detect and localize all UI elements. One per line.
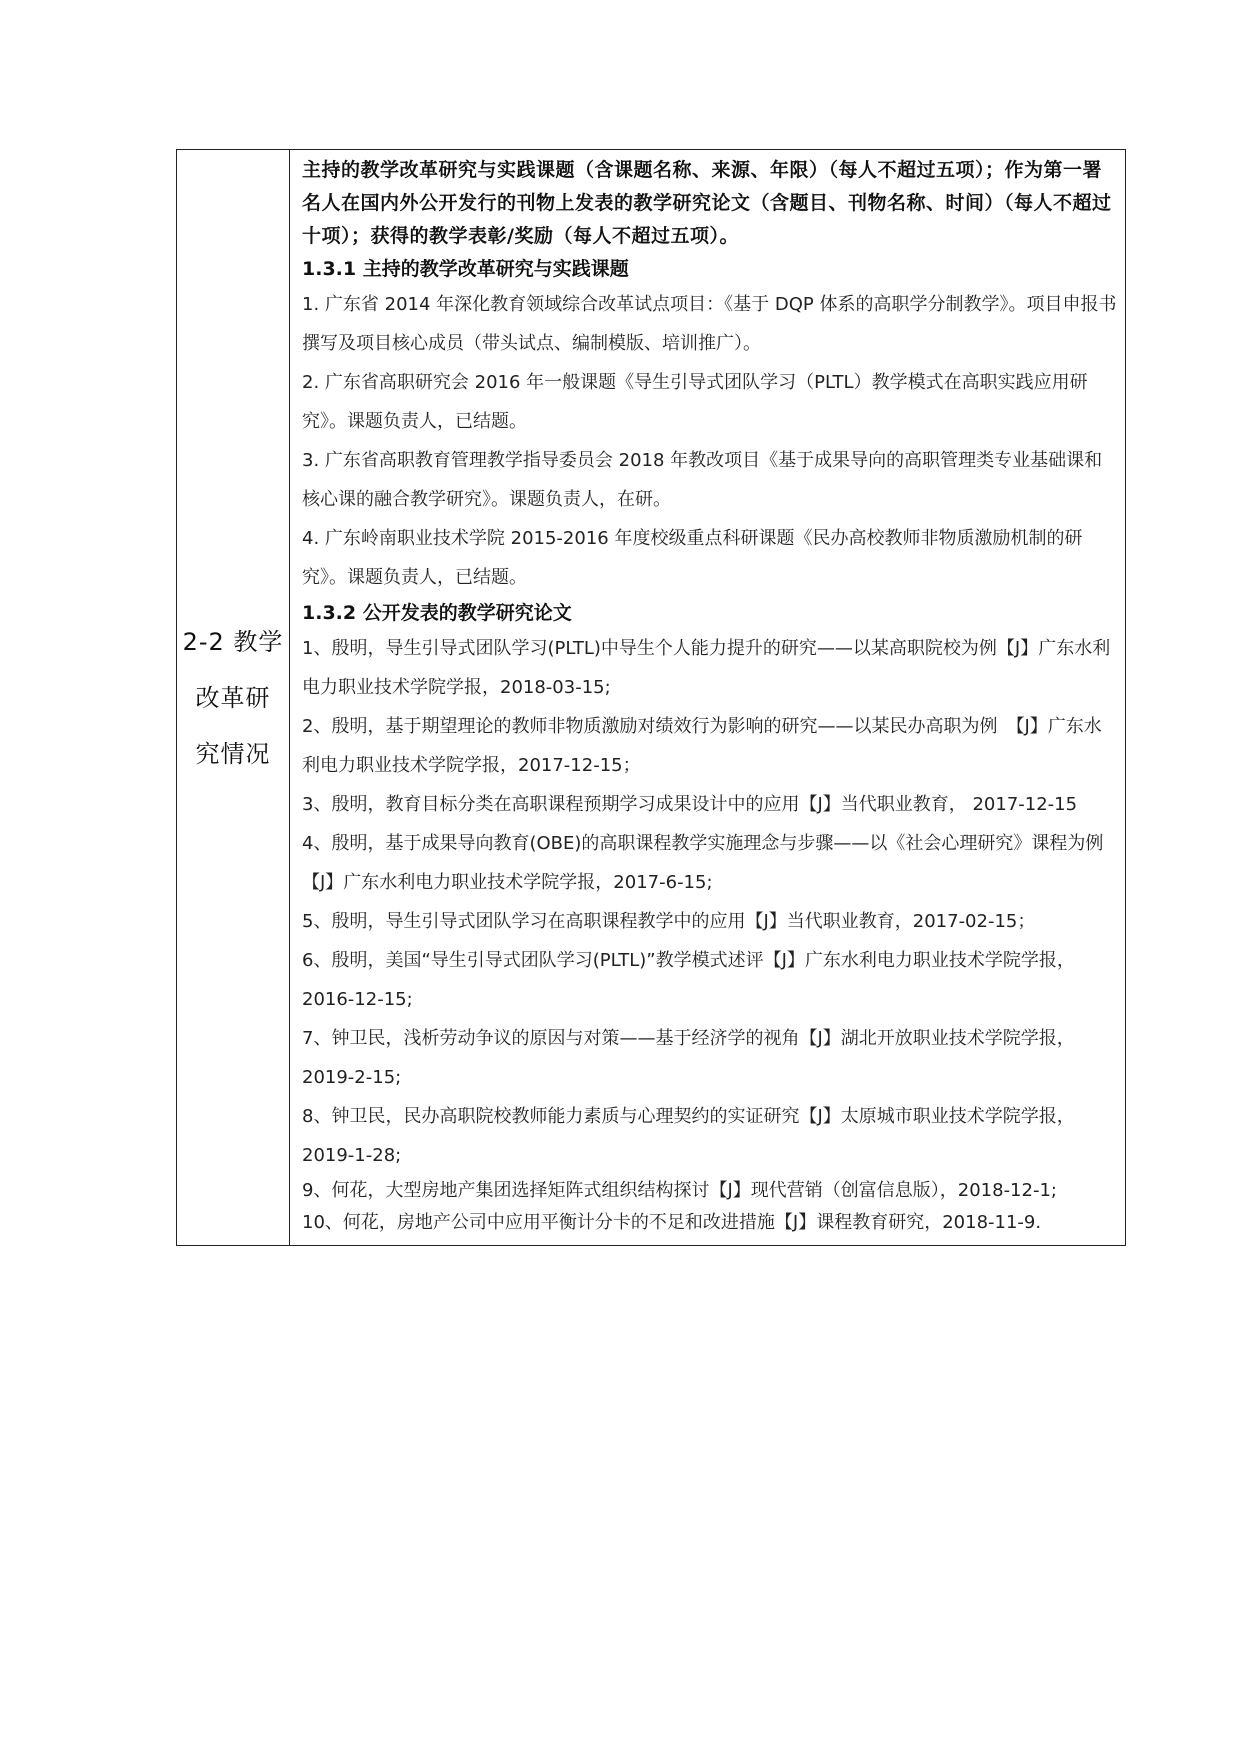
section-heading-projects: 1.3.1 主持的教学改革研究与实践课题: [302, 258, 629, 280]
list-item: 6、殷明，美国“导生引导式团队学习(PLTL)”教学模式述评【J】广东水利电力职业技术学院学报，2016-12-15;: [302, 950, 1075, 1010]
section-heading-papers: 1.3.2 公开发表的教学研究论文: [302, 602, 572, 624]
row-label-line: 2-2 教学: [182, 627, 284, 656]
list-item: 9、何花，大型房地产集团选择矩阵式组织结构探讨【J】现代营销（创富信息版），2018-12-1;: [302, 1180, 1057, 1201]
row-label-cell: [177, 150, 290, 1246]
list-item: 5、殷明，导生引导式团队学习在高职课程教学中的应用【J】当代职业教育，2017-02-15；: [302, 911, 1036, 932]
list-item: 4、殷明，基于成果导向教育(OBE)的高职课程教学实施理念与步骤——以《社会心理研究》课程为例【J】广东水利电力职业技术学院学报，2017-6-15;: [302, 833, 1104, 893]
list-item: 3. 广东省高职教育管理教学指导委员会 2018 年教改项目《基于成果导向的高职管理类专业基础课和核心课的融合教学研究》。课题负责人，在研。: [302, 450, 1103, 510]
list-item: 1. 广东省 2014 年深化教育领域综合改革试点项目：《基于 DQP 体系的高职学分制教学》。项目申报书撰写及项目核心成员（带头试点、编制模版、培训推广）。: [302, 294, 1117, 354]
row-label: [177, 614, 289, 782]
research-table: [176, 149, 1126, 1246]
table-row: [177, 150, 1126, 1246]
list-item: 4. 广东岭南职业技术学院 2015-2016 年度校级重点科研课题《民办高校教师非物质激励机制的研究》。课题负责人，已结题。: [302, 528, 1083, 588]
list-item: 8、钟卫民，民办高职院校教师能力素质与心理契约的实证研究【J】太原城市职业技术学院学报，2019-1-28;: [302, 1106, 1075, 1166]
list-item: 1、殷明，导生引导式团队学习(PLTL)中导生个人能力提升的研究——以某高职院校为例【J】广东水利电力职业技术学院学报，2018-03-15;: [302, 638, 1111, 698]
list-item: 2. 广东省高职研究会 2016 年一般课题《导生引导式团队学习（PLTL）教学模式在高职实践应用研究》。课题负责人，已结题。: [302, 372, 1088, 432]
row-label-line: 究情况: [195, 739, 271, 768]
content-cell: [290, 150, 1126, 1246]
intro-text: 主持的教学改革研究与实践课题（含课题名称、来源、年限）（每人不超过五项）；作为第一署名人在国内外公开发行的刊物上发表的教学研究论文（含题目、刊物名称、时间）（每人不超过十项）；获得的教学表彰/奖励（每人不超过五项）。: [302, 159, 1112, 247]
list-item: 3、殷明，教育目标分类在高职课程预期学习成果设计中的应用【J】当代职业教育， 2017-12-15: [302, 794, 1078, 815]
list-item: 10、何花，房地产公司中应用平衡计分卡的不足和改进措施【J】课程教育研究，2018-11-9.: [302, 1212, 1042, 1233]
list-item: 2、殷明，基于期望理论的教师非物质激励对绩效行为影响的研究——以某民办高职为例 【J】广东水利电力职业技术学院学报，2017-12-15；: [302, 716, 1102, 776]
list-item: 7、钟卫民，浅析劳动争议的原因与对策——基于经济学的视角【J】湖北开放职业技术学院学报，2019-2-15;: [302, 1028, 1075, 1088]
row-label-line: 改革研: [195, 683, 271, 712]
